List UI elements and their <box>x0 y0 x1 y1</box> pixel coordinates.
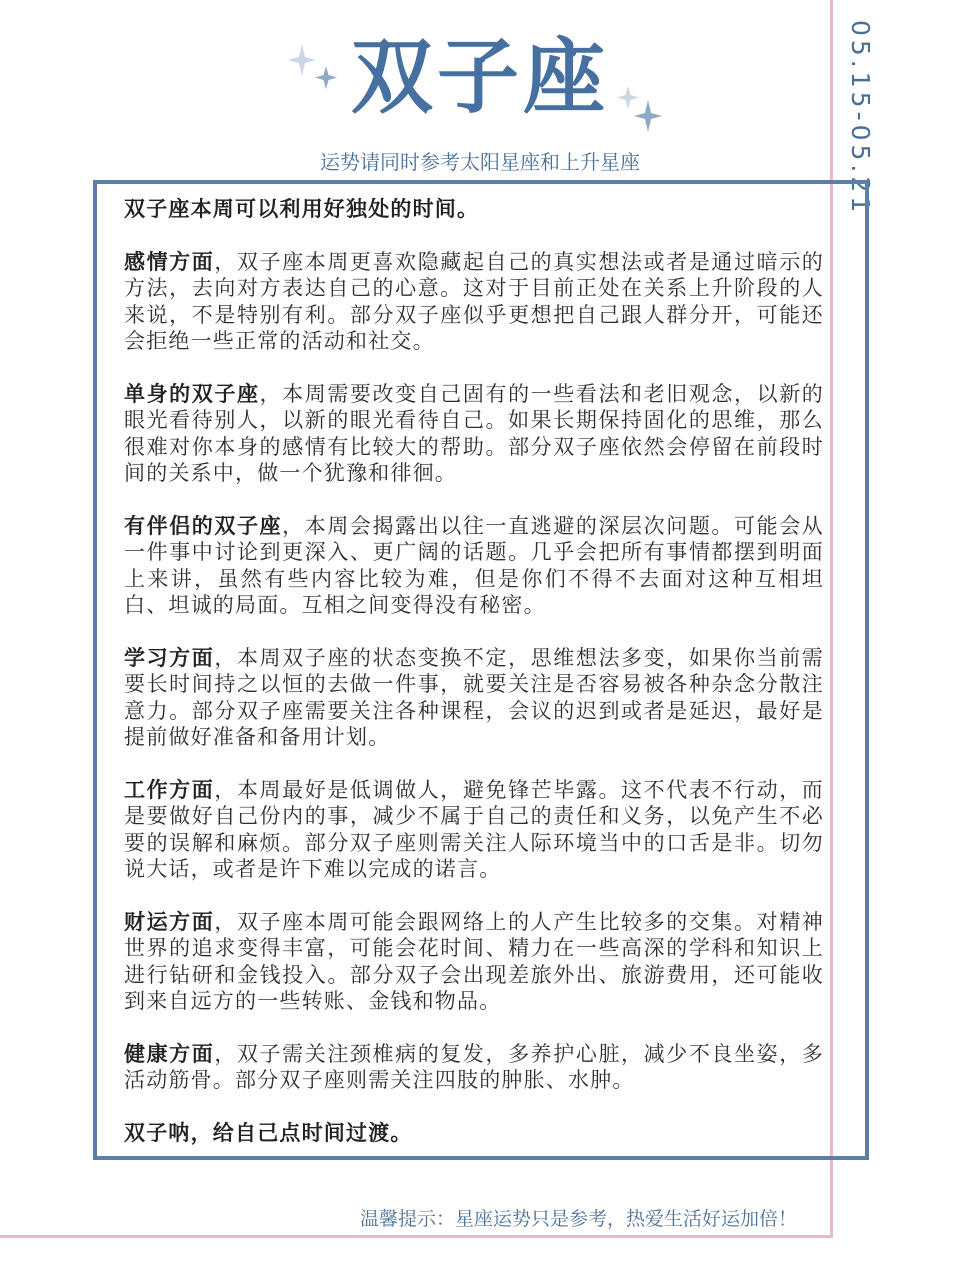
section-text: ，本周会揭露出以往一直逃避的深层次问题。可能会从一件事中讨论到更深入、更广阔的话题。几乎会把所有事情都摆到明面上来讲，虽然有些内容比较为难，但是你们不得不去面对这种互相坦白、坦诚的局面。互相之间变得没有秘密。 <box>124 513 824 617</box>
section-single <box>124 381 824 487</box>
section-heading: 单身的双子座 <box>124 381 260 406</box>
date-range: 05.15-05.21 <box>846 20 875 217</box>
section-text: ，本周需要改变自己固有的一些看法和老旧观念，以新的眼光看待别人，以新的眼光看待自己。如果长期保持固化的思维，那么很难对你本身的感情有比较大的帮助。部分双子座依然会停留在前段时间的关系中，做一个犹豫和徘徊。 <box>124 381 824 485</box>
section-heading: 工作方面 <box>124 777 215 802</box>
section-text: ，双子座本周更喜欢隐藏起自己的真实想法或者是通过暗示的方法，去向对方表达自己的心意。这对于目前正处在关系上升阶段的人来说，不是特别有利。部分双子座似乎更想把自己跟人群分开，可能还会拒绝一些正常的活动和社交。 <box>124 249 824 353</box>
section-text: ，双子需关注颈椎病的复发，多养护心脏，减少不良坐姿，多活动筋骨。部分双子座则需关注四肢的肿胀、水肿。 <box>124 1041 824 1092</box>
subtitle: 运势请同时参考太阳星座和上升星座 <box>320 150 640 174</box>
horoscope-text <box>124 196 824 1172</box>
intro-text: 双子座本周可以利用好独处的时间。 <box>124 197 480 221</box>
section-text: ，本周最好是低调做人，避免锋芒毕露。这不代表不行动，而是要做好自己份内的事，减少不属于自己的责任和义务，以免产生不必要的误解和麻烦。部分双子座则需关注人际环境当中的口舌是非。切勿说大话，或者是许下难以完成的诺言。 <box>124 777 824 881</box>
section-wealth <box>124 909 824 1015</box>
section-work <box>124 777 824 883</box>
sparkle-star-icon <box>612 82 668 138</box>
section-health <box>124 1041 824 1094</box>
pink-horizontal-line <box>0 1235 833 1238</box>
section-partnered <box>124 513 824 619</box>
section-love <box>124 249 824 355</box>
section-heading: 感情方面 <box>124 249 215 274</box>
sparkle-star-icon <box>286 40 342 96</box>
section-heading: 学习方面 <box>124 645 215 670</box>
section-text: ，双子座本周可能会跟网络上的人产生比较多的交集。对精神世界的追求变得丰富，可能会花时间、精力在一些高深的学科和知识上进行钻研和金钱投入。部分双子会出现差旅外出、旅游费用，还可能收到来自远方的一些转账、金钱和物品。 <box>124 909 824 1013</box>
footer-tip: 温馨提示：星座运势只是参考，热爱生活好运加倍！ <box>360 1208 798 1230</box>
content-panel <box>93 180 869 1160</box>
page-title: 双子座 <box>350 30 609 125</box>
closing-text: 双子呐，给自己点时间过渡。 <box>124 1120 413 1145</box>
section-heading: 有伴侣的双子座 <box>124 513 283 538</box>
section-heading: 健康方面 <box>124 1041 215 1066</box>
section-study <box>124 645 824 751</box>
section-heading: 财运方面 <box>124 909 215 934</box>
section-text: ，本周双子座的状态变换不定，思维想法多变，如果你当前需要长时间持之以恒的去做一件事，就要关注是否容易被各种杂念分散注意力。部分双子座需要关注各种课程，会议的迟到或者是延迟，最好是提前做好准备和备用计划。 <box>124 645 824 749</box>
